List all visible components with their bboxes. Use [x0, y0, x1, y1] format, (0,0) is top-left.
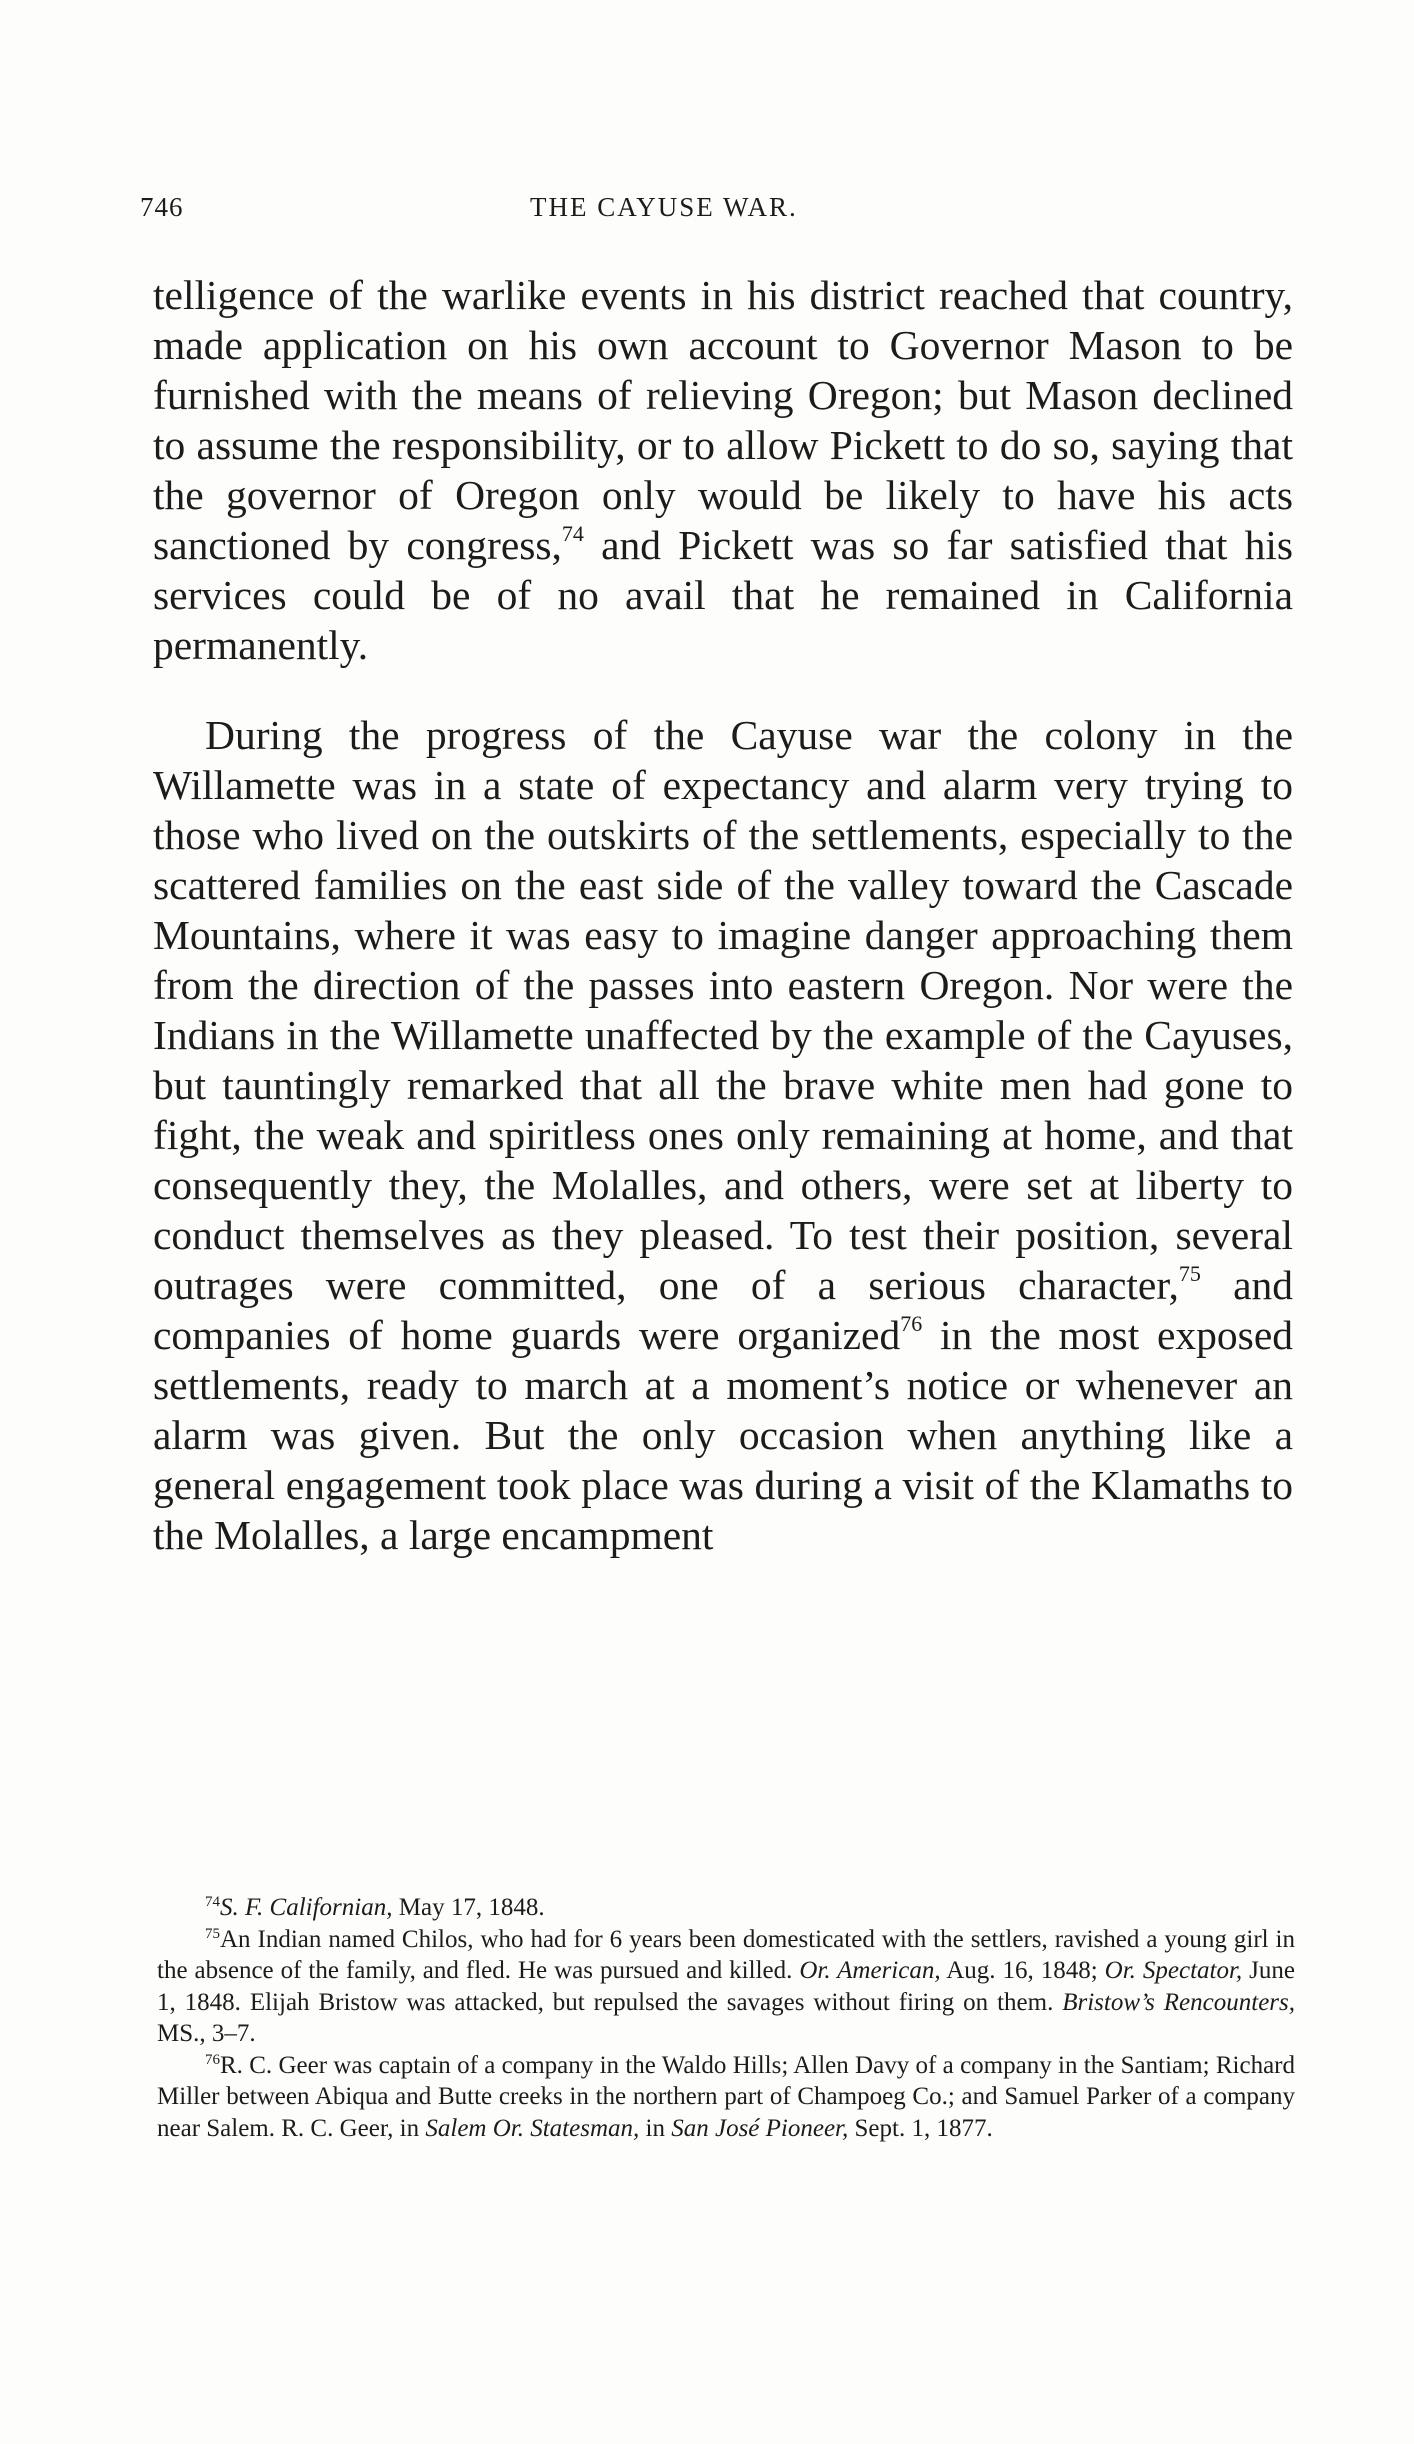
footnote-75-source-3: Bristow’s Rencounters,: [1062, 1988, 1295, 2016]
footnote-75-text-d: MS., 3–7.: [157, 2020, 256, 2047]
footnote-76: [157, 2050, 1295, 2145]
paragraph-1-text-b: and Pickett was so far satisfied that his services could be of no avail that he remained in California permanently.: [153, 522, 1293, 668]
paragraph-1: [153, 270, 1293, 670]
footnote-75-number: 75: [205, 1925, 220, 1942]
footnote-75-text-a: An Indian named Chilos, who had for 6 years been domesticated with the settlers, ravished a young girl in the absence of the family, and fled. He was pursued and killed.: [157, 1925, 1295, 1984]
footnote-76-number: 76: [205, 2051, 220, 2068]
footnote-ref-76[interactable]: 76: [900, 1311, 923, 1336]
footnote-76-text-c: Sept. 1, 1877.: [848, 2114, 993, 2142]
footnote-75-text-b: Aug. 16, 1848;: [940, 1957, 1105, 1984]
footnote-76-source-1: Salem Or. Statesman,: [425, 2114, 640, 2142]
footnote-76-source-2: San José Pioneer,: [671, 2114, 849, 2142]
paragraph-1-text-a: telligence of the warlike events in his district reached that country, made application on his own account to Governor Mason to be furnished with the means of relieving Oregon; but Mason declined to assume the responsibility, or to allow Pickett to do so, saying that the governor of Oregon only would be likely to have his acts sanctioned by congress,: [153, 272, 1293, 568]
body-text: [153, 270, 1293, 1560]
footnote-76-text-a: R. C. Geer was captain of a company in the Waldo Hills; Allen Davy of a company in the Santiam; Richard Miller between Abiqua and Butte creeks in the northern part of Champoeg Co.; and Samuel Parker of a company near Salem. R. C. Geer, in: [157, 2051, 1295, 2142]
paragraph-2-text-a: During the progress of the Cayuse war the colony in the Willamette was in a state of expectancy and alarm very trying to those who lived on the outskirts of the settlements, especially to the scattered families on the east side of the valley toward the Cascade Mountains, where it was easy to imagine danger approaching them from the direction of the passes into eastern Oregon. Nor were the Indians in the Willamette unaffected by the example of the Cayuses, but tauntingly remarked that all the brave white men had gone to fight, the weak and spiritless ones only remaining at home, and that consequently they, the Molalles, and others, were set at liberty to conduct themselves as they pleased. To test their position, several outrages were committed, one of a serious character,: [153, 712, 1293, 1308]
paragraph-2-text-b: and companies of home guards were organized: [153, 1262, 1294, 1358]
footnote-74-date: May 17, 1848.: [392, 1894, 545, 1921]
paragraph-2: [153, 710, 1293, 1560]
footnote-ref-74[interactable]: 74: [561, 521, 584, 546]
page-number: 746: [140, 192, 184, 222]
footnote-75-source-2: Or. Spectator,: [1104, 1957, 1243, 1984]
footnote-75-text-c: June 1, 1848. Elijah Bristow was attacked, but repulsed the savages without firing on them.: [157, 1957, 1295, 2016]
chapter-title: THE CAYUSE WAR.: [530, 192, 798, 222]
footnote-76-text-b: in: [639, 2114, 672, 2142]
footnote-75-source-1: Or. American,: [799, 1957, 941, 1984]
footnote-75: [157, 1924, 1295, 2050]
paragraph-2-text-c: in the most exposed settlements, ready to march at a moment’s notice or whenever an alarm was given. But the only occasion when anything like a general engagement took place was during a visit of the Klamaths to the Molalles, a large encampment: [153, 1312, 1293, 1558]
footnote-74: [157, 1892, 1295, 1924]
footnote-74-source: S. F. Californian,: [220, 1894, 393, 1921]
footnote-74-number: 74: [205, 1894, 220, 1910]
running-head: [140, 192, 1290, 232]
footnote-ref-75[interactable]: 75: [1178, 1261, 1201, 1286]
footnotes: [157, 1892, 1295, 2144]
